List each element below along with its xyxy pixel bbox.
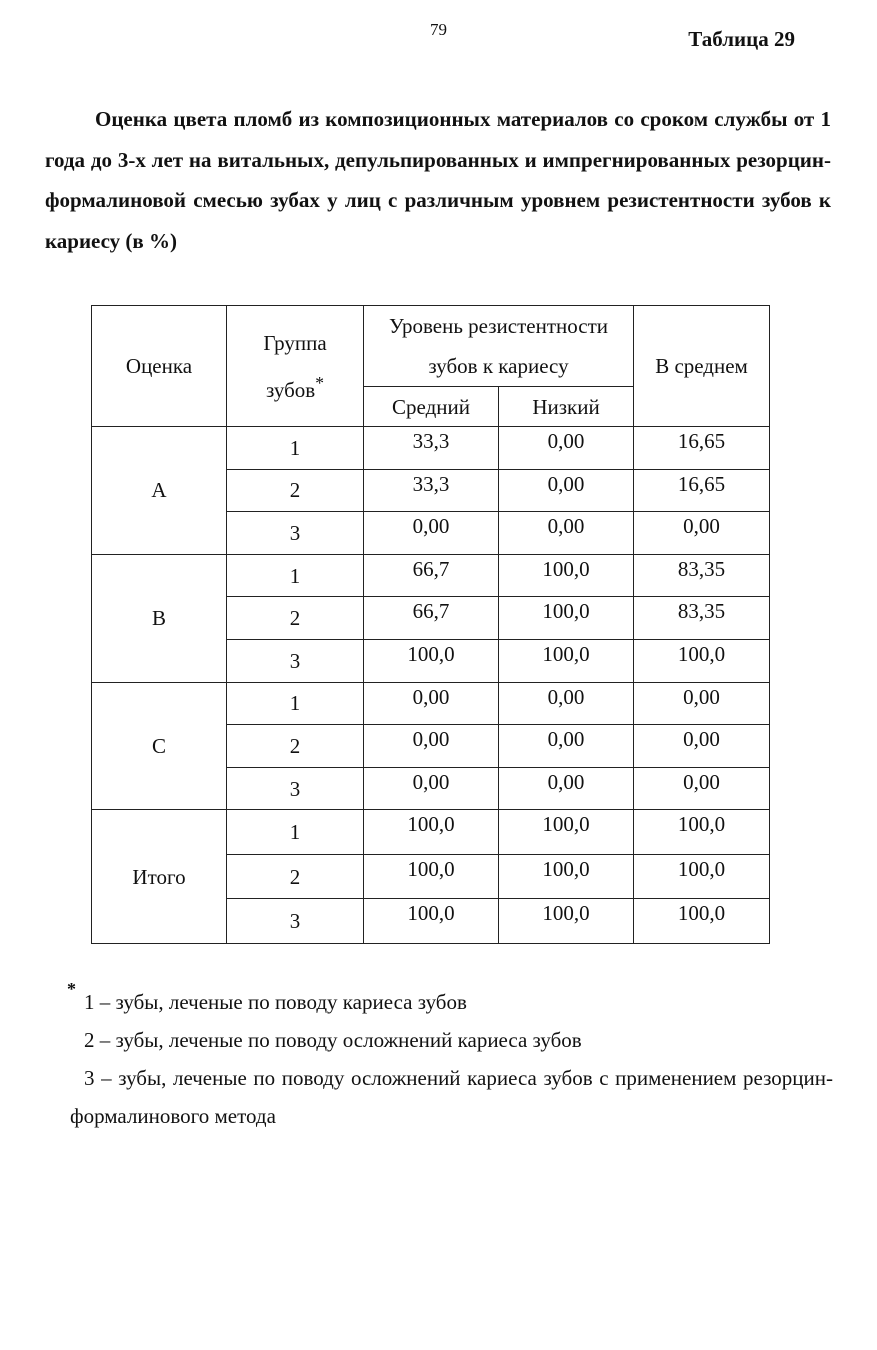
table-caption: Оценка цвета пломб из композиционных материалов со сроком службы от 1 года до 3-х лет на витальных, депульпированных и импрегнированных резорцин-формалиновой смесью зубах у лиц с различным уровнем резистентности зубов к кариесу (в %) [45,107,831,253]
low-cell: 0,00 [499,427,634,470]
low-cell: 0,00 [499,725,634,768]
low-cell: 0,00 [499,512,634,555]
table-body [92,427,770,944]
footnotes [67,979,833,1135]
low-cell: 100,0 [499,597,634,640]
table-row [92,810,770,855]
average-cell: 83,35 [634,597,770,640]
group-cell: 1 [227,810,364,855]
medium-cell: 100,0 [364,854,499,899]
grade-label: B [92,554,227,682]
average-cell: 16,65 [634,427,770,470]
average-cell: 0,00 [634,767,770,810]
average-cell: 100,0 [634,639,770,682]
header-resistance: Уровень резистентности зубов к кариесу [364,306,634,387]
group-cell: 3 [227,899,364,944]
footnote-2: 2 – зубы, леченые по поводу осложнений кариеса зубов [84,1028,582,1052]
low-cell: 100,0 [499,854,634,899]
low-cell: 100,0 [499,899,634,944]
table-row [92,427,770,470]
low-cell: 0,00 [499,469,634,512]
medium-cell: 66,7 [364,597,499,640]
average-cell: 16,65 [634,469,770,512]
footnote-3: 3 – зубы, леченые по поводу осложнений кариеса зубов с применением резорцин-формалинового метода [70,1066,833,1128]
footnote-mark: * [67,979,76,999]
header-grade: Оценка [92,306,227,427]
medium-cell: 100,0 [364,810,499,855]
grade-label: C [92,682,227,810]
average-cell: 100,0 [634,854,770,899]
group-cell: 2 [227,597,364,640]
medium-cell: 100,0 [364,899,499,944]
medium-cell: 0,00 [364,512,499,555]
average-cell: 100,0 [634,899,770,944]
results-table [91,305,770,944]
page-number: 79 [430,20,447,39]
grade-label: Итого [92,810,227,944]
group-cell: 2 [227,854,364,899]
header-group-line1: Группа [263,330,327,355]
table-label: Таблица 29 [688,27,795,51]
medium-cell: 100,0 [364,639,499,682]
header-low: Низкий [499,387,634,427]
group-cell: 1 [227,554,364,597]
header-medium: Средний [364,387,499,427]
table-row [92,682,770,725]
group-cell: 1 [227,427,364,470]
header-group-line2: зубов [266,377,316,402]
group-cell: 3 [227,512,364,555]
header-group [227,306,364,427]
low-cell: 0,00 [499,682,634,725]
group-cell: 3 [227,639,364,682]
footnote-asterisk: * [315,372,324,393]
header-average: В среднем [634,306,770,427]
group-cell: 2 [227,725,364,768]
footnote-1: 1 – зубы, леченые по поводу кариеса зубов [84,990,467,1014]
low-cell: 100,0 [499,810,634,855]
low-cell: 0,00 [499,767,634,810]
grade-label: A [92,427,227,555]
average-cell: 100,0 [634,810,770,855]
medium-cell: 0,00 [364,725,499,768]
low-cell: 100,0 [499,639,634,682]
low-cell: 100,0 [499,554,634,597]
medium-cell: 66,7 [364,554,499,597]
group-cell: 2 [227,469,364,512]
group-cell: 1 [227,682,364,725]
average-cell: 83,35 [634,554,770,597]
medium-cell: 0,00 [364,767,499,810]
average-cell: 0,00 [634,725,770,768]
average-cell: 0,00 [634,512,770,555]
medium-cell: 0,00 [364,682,499,725]
group-cell: 3 [227,767,364,810]
medium-cell: 33,3 [364,469,499,512]
table-row [92,554,770,597]
average-cell: 0,00 [634,682,770,725]
medium-cell: 33,3 [364,427,499,470]
